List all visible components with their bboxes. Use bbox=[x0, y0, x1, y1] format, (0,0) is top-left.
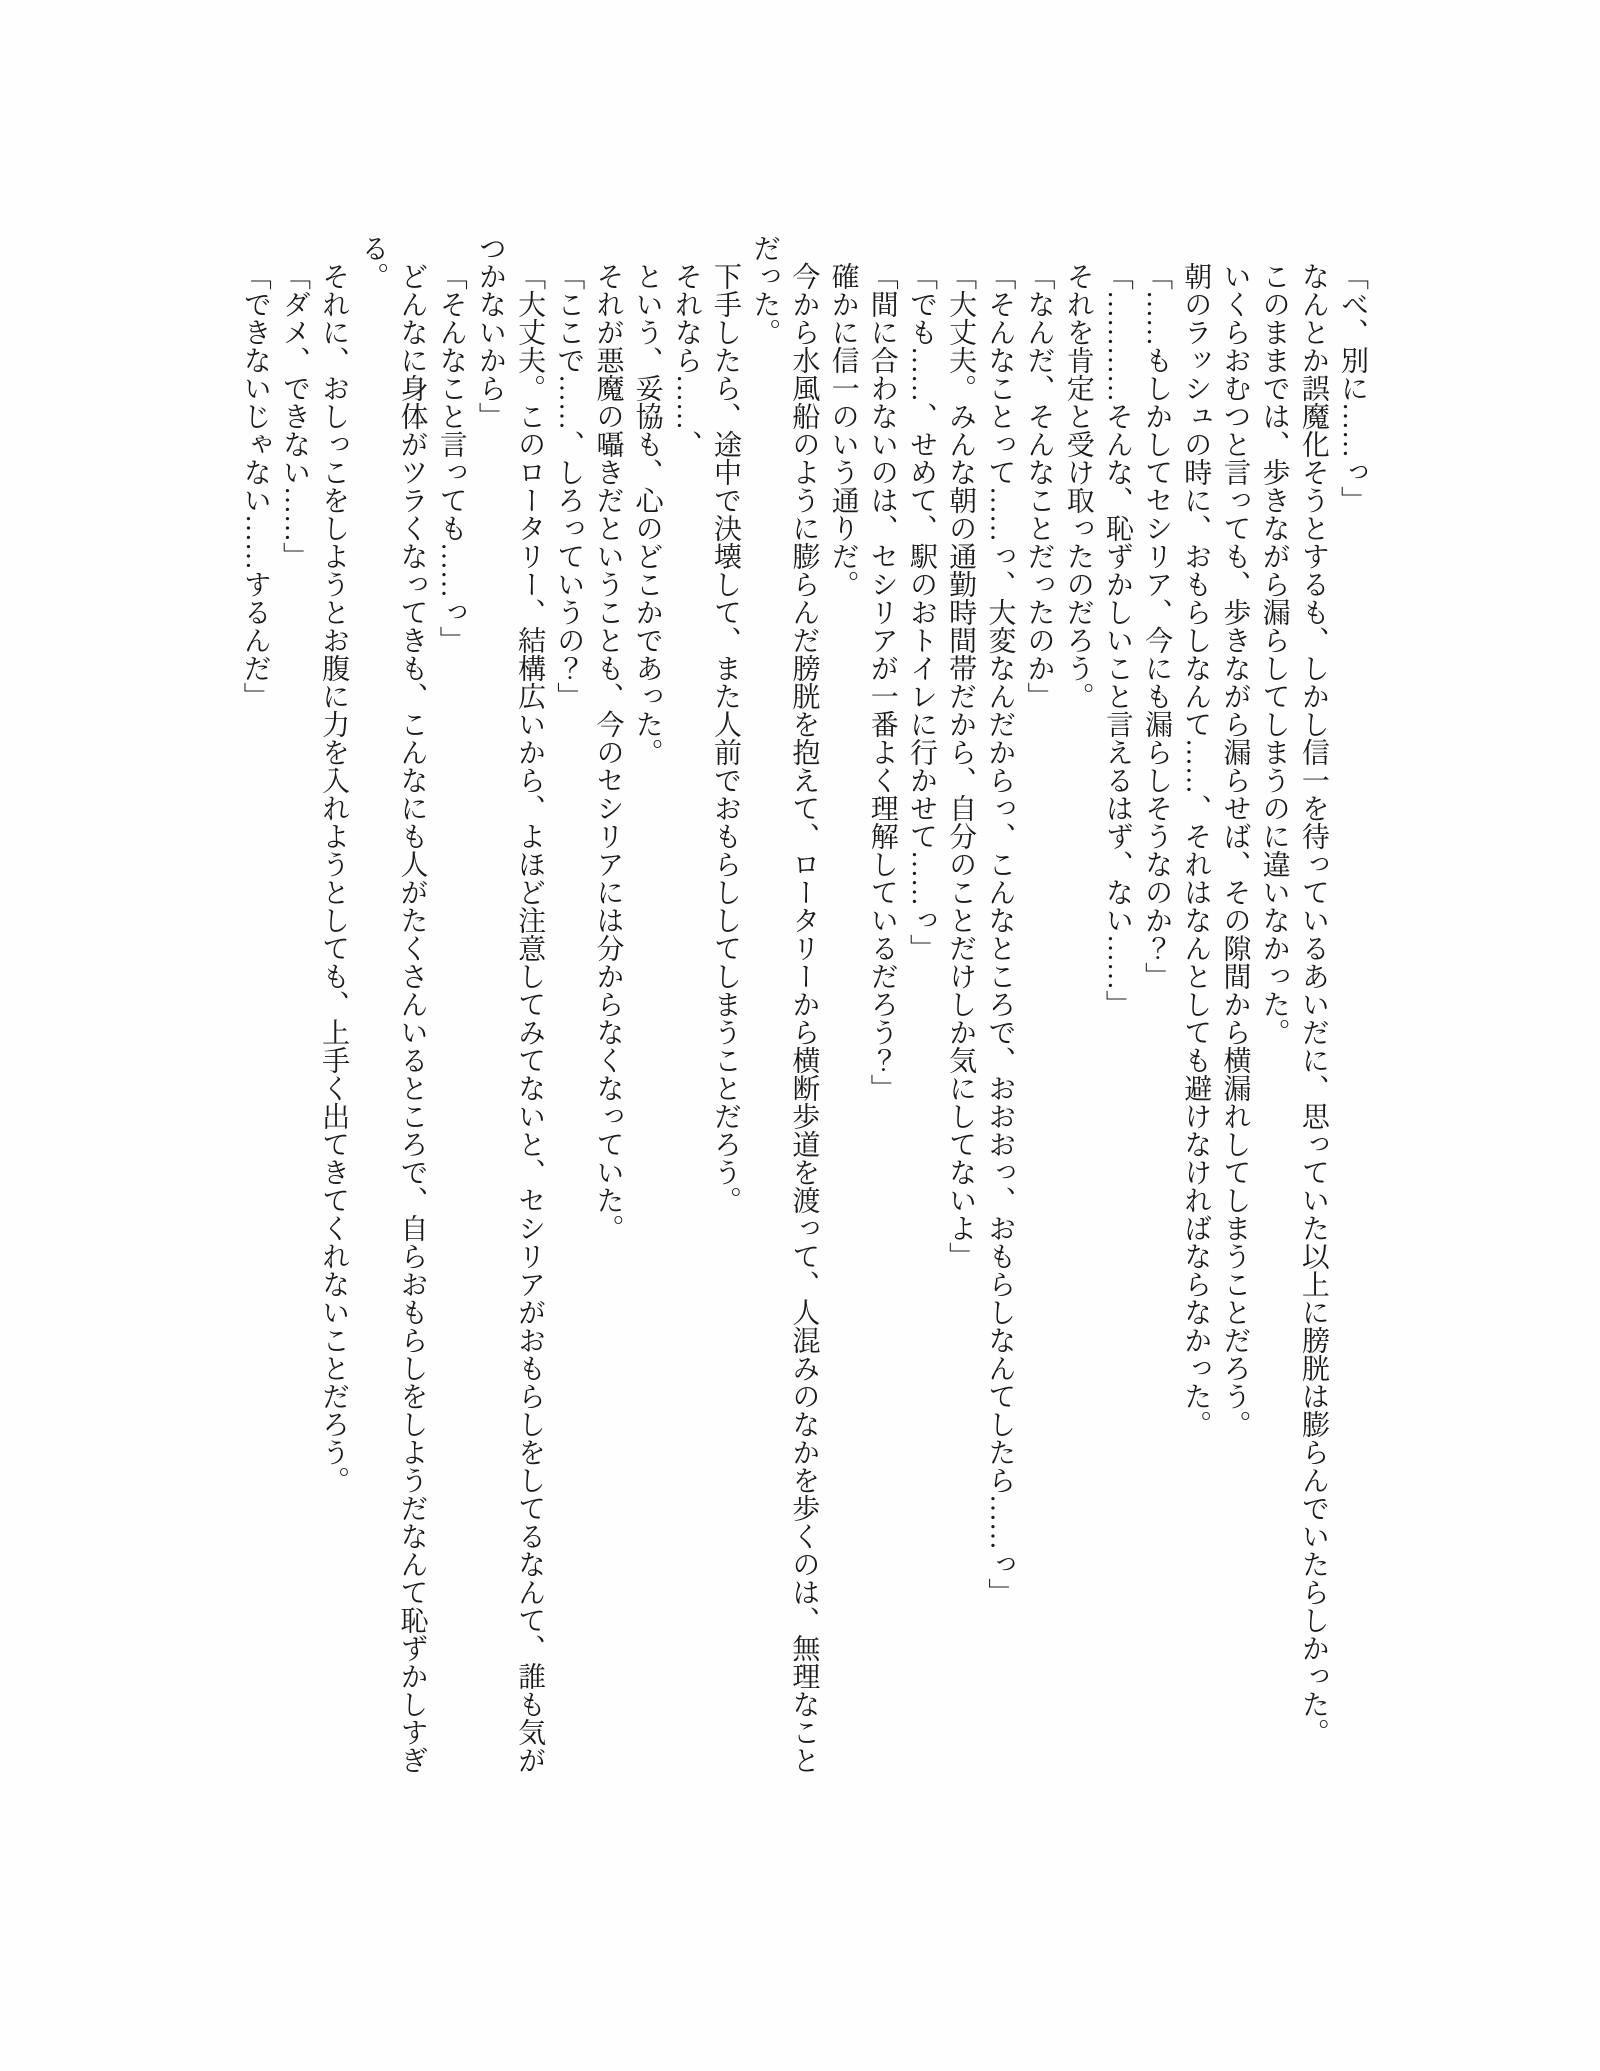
paragraph: 「そんなことって……っ、大変なんだからっ、こんなところで、おおおっ、おもらしなんてしたら……っ」 bbox=[984, 262, 1016, 1606]
paragraph: 「べ、別に……っ」 bbox=[1337, 262, 1368, 514]
paragraph: 「できないじゃない……するんだ」 bbox=[239, 262, 271, 710]
paragraph: 「ダメ、できない……」 bbox=[278, 262, 310, 570]
paragraph: 「なんだ、そんなことだったのか」 bbox=[1023, 262, 1055, 710]
paragraph: 「間に合わないのは、セシリアが一番よく理解しているだろう？」 bbox=[866, 262, 898, 1102]
paragraph: それに、おしっこをしようとお腹に力を入れようとしても、上手く出てきてくれないことだろう。 bbox=[318, 262, 350, 1494]
paragraph: なんとか誤魔化そうとするも、しかし信一を待っているあいだに、思っていた以上に膀胱は膨らんでいたらしかった。 bbox=[1297, 262, 1329, 1746]
paragraph: 「大丈夫。このロータリー、結構広いから、よほど注意してみてないと、セシリアがおもらしをしてるなんて、誰も気がつかないから」 bbox=[474, 234, 546, 1774]
paragraph: 今から水風船のように膨らんだ膀胱を抱えて、ロータリーから横断歩道を渡って、人混みのなかを歩くのは、無理なことだった。 bbox=[749, 234, 820, 1774]
paragraph: 「そんなこと言っても……っ」 bbox=[435, 262, 467, 654]
paragraph: どんなに身体がツラくなってきも、こんなにも人がたくさんいるところで、自らおもらしをしようだなんて恥ずかしすぎる。 bbox=[357, 234, 428, 1774]
paragraph: 「…………そんな、恥ずかしいこと言えるはず、ない……」 bbox=[1101, 262, 1133, 1018]
paragraph: 「大丈夫。みんな朝の通勤時間帯だから、自分のことだけしか気にしてないよ」 bbox=[945, 262, 977, 1270]
paragraph: という、妥協も、心のどこかであった。 bbox=[631, 262, 663, 766]
paragraph: 「……もしかしてセシリア、今にも漏らしそうなのか？」 bbox=[1141, 262, 1173, 990]
paragraph: 下手したら、途中で決壊して、また人前でおもらししてしまうことだろう。 bbox=[710, 262, 741, 1214]
paragraph: このままでは、歩きながら漏らしてしまうのに違いなかった。 bbox=[1258, 262, 1290, 1046]
paragraph: それを肯定と受け取ったのだろう。 bbox=[1062, 262, 1094, 710]
paragraph: いくらおむつと言っても、歩きながら漏らせば、その隙間から横漏れしてしまうことだろう。 bbox=[1219, 262, 1251, 1438]
paragraph: 確かに信一のいう通りだ。 bbox=[827, 262, 859, 598]
paragraph: それが悪魔の囁きだということも、今のセシリアには分からなくなっていた。 bbox=[592, 262, 624, 1242]
paragraph: 「ここで……、しろっていうの？」 bbox=[553, 262, 585, 710]
paragraph: 「でも……、せめて、駅のおトイレに行かせて……っ」 bbox=[905, 262, 937, 962]
paragraph: 朝のラッシュの時に、おもらしなんて……、それはなんとしても避けなければならなかった。 bbox=[1180, 262, 1212, 1438]
paragraph: それなら……、 bbox=[670, 262, 702, 458]
vertical-text-block bbox=[236, 234, 1372, 1774]
